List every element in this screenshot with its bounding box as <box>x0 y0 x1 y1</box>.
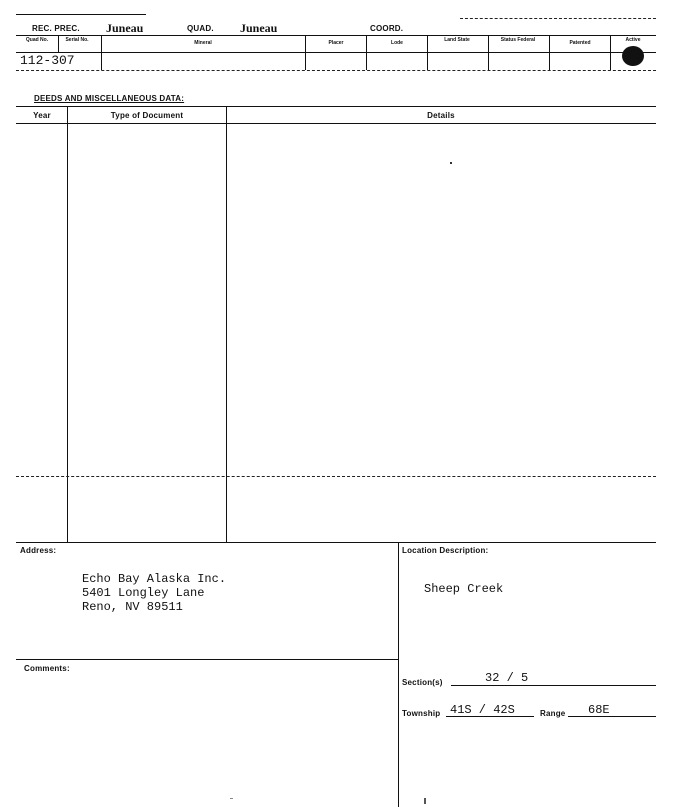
col-header-serial-no: Serial No. <box>65 37 89 43</box>
deeds-title: DEEDS AND MISCELLANEOUS DATA: <box>34 94 185 103</box>
quad-value: Juneau <box>240 21 278 35</box>
active-dot-icon <box>622 46 644 66</box>
col-header-mineral: Mineral <box>194 40 212 46</box>
col-header-details: Details <box>427 111 455 120</box>
section-value: 32 / 5 <box>485 671 529 685</box>
rec-prec-label: REC. PREC. <box>32 24 80 33</box>
speck <box>450 162 452 164</box>
top-table-header-line <box>16 52 656 53</box>
location-label: Location Description: <box>402 546 489 555</box>
col-divider <box>488 36 489 70</box>
col-header-active: Active <box>625 37 641 43</box>
quad-serial-value: 112-307 <box>20 53 75 68</box>
col-divider <box>101 36 102 70</box>
deeds-header-line <box>16 123 656 124</box>
township-label: Township <box>402 709 441 718</box>
col-header-land-state: Land State <box>444 37 470 43</box>
address-line-2: 5401 Longley Lane <box>82 586 205 600</box>
col-divider <box>610 36 611 70</box>
location-value: Sheep Creek <box>424 582 504 596</box>
township-value: 41S / 42S <box>450 703 515 717</box>
col-header-status-federal: Status Federal <box>500 37 536 43</box>
range-value: 68E <box>588 703 610 717</box>
address-label: Address: <box>20 546 57 555</box>
header-top-line <box>16 14 146 15</box>
range-underline <box>568 716 656 717</box>
col-divider <box>58 36 59 52</box>
speck <box>230 798 233 799</box>
header-top-dash <box>460 18 656 19</box>
address-line-3: Reno, NV 89511 <box>82 600 183 614</box>
coord-label: COORD. <box>370 24 404 33</box>
quad-label: QUAD. <box>187 24 214 33</box>
section-label: Section(s) <box>402 678 443 687</box>
col-divider <box>305 36 306 70</box>
address-location-divider <box>398 542 399 807</box>
col-divider <box>549 36 550 70</box>
top-table-bottom-dash <box>16 70 656 71</box>
range-label: Range <box>540 709 566 718</box>
comments-label: Comments: <box>24 664 70 673</box>
deeds-bottom-border <box>16 542 656 543</box>
deeds-dash-separator <box>16 476 656 477</box>
rec-prec-value: Juneau <box>106 21 144 35</box>
col-header-year: Year <box>33 111 51 120</box>
deeds-top-border <box>16 106 656 107</box>
col-header-patented: Patented <box>569 40 591 46</box>
col-divider <box>427 36 428 70</box>
comments-top-border <box>16 659 398 660</box>
col-header-quad-no: Quad No. <box>25 37 49 43</box>
speck <box>424 798 426 804</box>
section-underline <box>451 685 656 686</box>
top-table-top-border <box>16 35 656 36</box>
col-divider <box>366 36 367 70</box>
col-header-placer: Placer <box>328 40 344 46</box>
col-header-lode: Lode <box>391 40 403 46</box>
col-header-type: Type of Document <box>110 111 184 120</box>
address-line-1: Echo Bay Alaska Inc. <box>82 572 227 586</box>
